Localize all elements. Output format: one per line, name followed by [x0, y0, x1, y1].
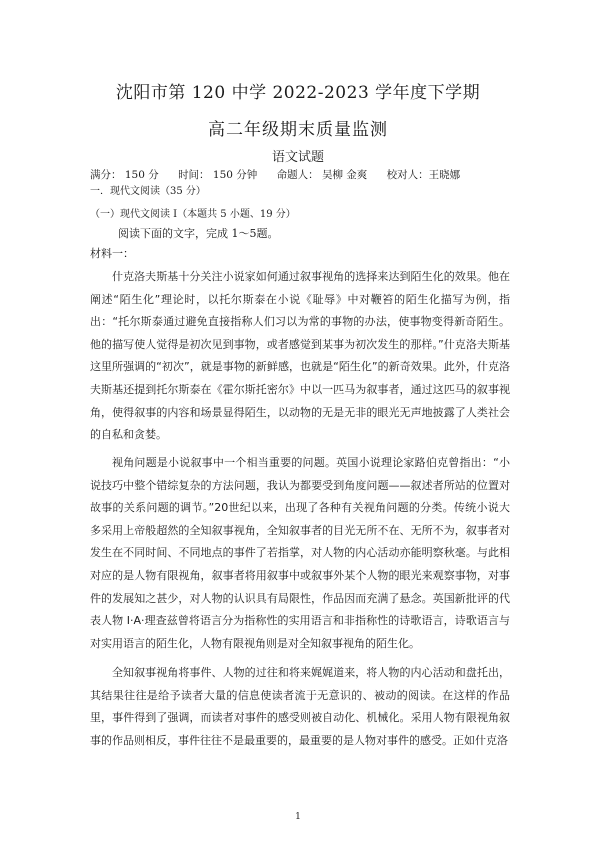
part-heading: 一．现代文阅读（35 分）	[90, 186, 206, 197]
setter: 命题人： 吴柳 金爽	[276, 169, 368, 181]
paragraph-2: 视角问题是小说叙事中一个相当重要的问题。英国小说理论家路伯克曾指出：“小说技巧中整个错综复杂的方法问题，我认为都要受到角度问题——叙述者所站的位置对故事的关系问题的调节。”20世纪以来，出现了各种有关视角问题的分类。传统小说大多采用上帝般超然的全知叙事视角，全知叙事者的目光无所不在、无所不为，叙事者对发生在不同时间、不同地点的事件了若指掌，对人物的内心活动亦能明察秋毫。与此相对应的是人物有限视角，叙事者将用叙事中或叙事外某个人物的眼光来观察事物，对事件的发展知之甚少，对人物的认识具有局限性，作品因而充满了悬念。英国新批评的代表人物 I·A·理查兹曾将语言分为指称性的实用语言和非指称性的诗歌语言，诗歌语言与对实用语言的陌生化，人物有限视角则是对全知叙事视角的陌生化。	[90, 456, 510, 650]
page-number: 1	[295, 812, 301, 822]
exam-time: 时间： 150 分钟	[178, 169, 258, 181]
paragraph-3: 全知叙事视角将事件、人物的过往和将来娓娓道来，将人物的内心活动和盘托出，其结果往往是给予读者大量的信息使读者流于无意识的、被动的阅读。在这样的作品里，事件得到了强调，而读者对事件的感受则被自动化、机械化。采用人物有限视角叙事的作品则相反，事件往往不是最重要的，最重要的是人物对事件的感受。正如什克洛	[90, 666, 510, 747]
paper-title: 语文试题	[271, 150, 324, 165]
subpart-heading: （一）现代文阅读 I（本题共 5 小题、19 分）	[90, 209, 296, 220]
reading-instruction: 阅读下面的文字，完成 1～5题。	[118, 227, 279, 240]
full-score: 满分： 150 分	[90, 169, 159, 181]
material-label: 材料一：	[90, 247, 134, 260]
school-title: 沈阳市第 120 中学 2022-2023 学年度下学期	[115, 83, 481, 103]
paragraph-1: 什克洛夫斯基十分关注小说家如何通过叙事视角的选择来达到陌生化的效果。他在阐述“陌生化”理论时，以托尔斯泰在小说《耻辱》中对鞭笞的陌生化描写为例，指出：“托尔斯泰通过避免直接指称人们习以为常的事物的办法，使事物变得新奇陌生。他的描写使人觉得是初次见到事物，或者感觉到某事为初次发生的那样。”什克洛夫斯基这里所强调的“初次”，就是事物的新鲜感，也就是“陌生化”的新奇效果。此外，什克洛夫斯基还提到托尔斯泰在《霍尔斯托密尔》中以一匹马为叙事者，通过这匹马的叙事视角，使得叙事的内容和场景显得陌生，以动物的无是无非的眼光无声地披露了人类社会的自私和贪婪。	[90, 270, 510, 442]
exam-subtitle: 高二年级期末质量监测	[208, 120, 388, 140]
proofreader: 校对人：王晓娜	[386, 169, 461, 181]
exam-info-row	[90, 167, 476, 182]
